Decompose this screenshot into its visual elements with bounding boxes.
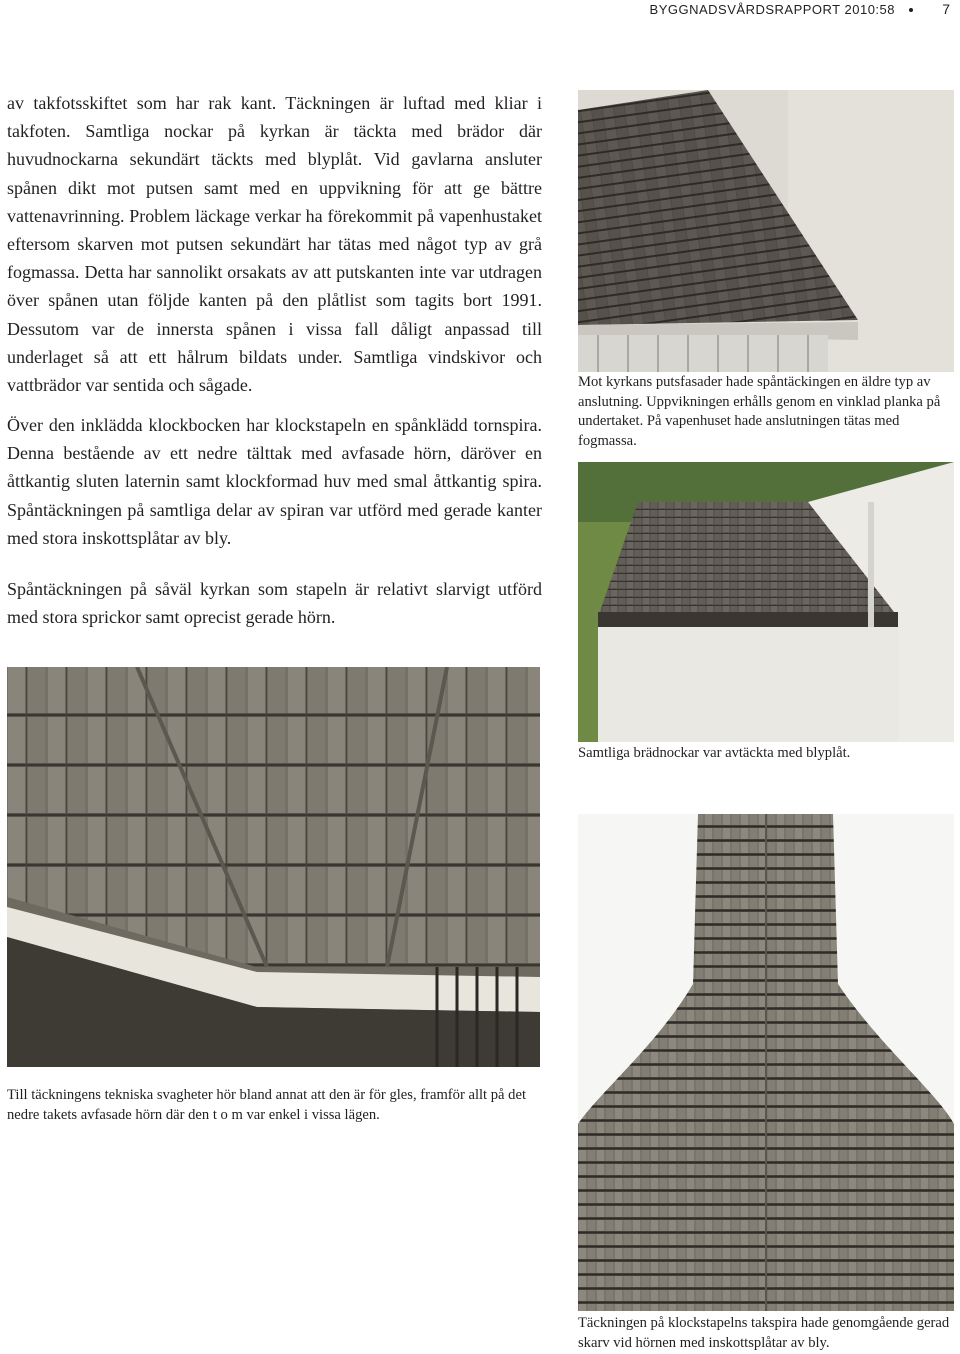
photo-roof-wall-junction — [578, 90, 954, 372]
photo-caption: Täckningen på klockstapelns takspira hade genomgående gerad skarv vid hörnen med inskottsplåtar av bly. — [578, 1315, 950, 1351]
body-paragraph: Över den inklädda klockbocken har klockstapeln en spånklädd tornspira. Denna bestående av ett nedre tälttak med avfasade hörn, däröver en åttkantig sluten laternin samt klockformad huv med smal åttkantig spira. Spåntäckningen på samtliga delar av spiran var utförd med gerade kanter med stora inskottsplåtar av bly. — [7, 415, 542, 548]
photo-porch-roof — [578, 462, 954, 742]
photo-caption: Samtliga brädnockar var avtäckta med blyplåt. — [578, 745, 851, 761]
running-header — [560, 0, 960, 20]
photo-spire — [578, 814, 954, 1311]
photo-caption: Mot kyrkans putsfasader hade spåntäckingen en äldre typ av anslutning. Uppvikningen erhålls genom en vinklad planka på undertaket. På vapenhuset hade anslutningen tätas med fogmassa. — [578, 374, 941, 449]
running-title: BYGGNADSVÅRDSRAPPORT 2010:58 — [649, 2, 895, 17]
body-paragraph: Spåntäckningen på såväl kyrkan som stapeln är relativt slarvigt utförd med stora sprickor samt oprecist gerade hörn. — [7, 579, 542, 628]
page-number: 7 — [942, 1, 950, 17]
photo-caption: Till täckningens tekniska svagheter hör bland annat att den är för gles, framför allt på det nedre takets avfasade hörn där den t o m var enkel i vissa lägen. — [7, 1087, 527, 1123]
bullet-dot — [909, 8, 913, 12]
body-paragraph: av takfotsskiftet som har rak kant. Täckningen är luftad med kliar i takfoten. Samtliga nockar på kyrkan är täckta med brädor där huvudnockarna sekundärt täckts med blyplåt. Vid gavlarna ansluter spånen dikt mot putsen samt med en uppvikning för att ge bättre vattenavrinning. Problem läckage verkar ha förekommit på vapenhustaket eftersom skarven mot putsen sekundärt har tätas med något typ av grå fogmassa. Detta har sannolikt orsakats av att putskanten inte var utdragen över spånen utan följde kanten på den plåtlist som tagits bort 1991. Dessutom var de innersta spånen i vissa fall dåligt anpassad till underlaget så att ett hålrum bildats under. Samtliga vindskivor och vattbrädor var sentida och sågade. — [7, 93, 542, 396]
photo-lower-roof-hip — [7, 667, 540, 1067]
